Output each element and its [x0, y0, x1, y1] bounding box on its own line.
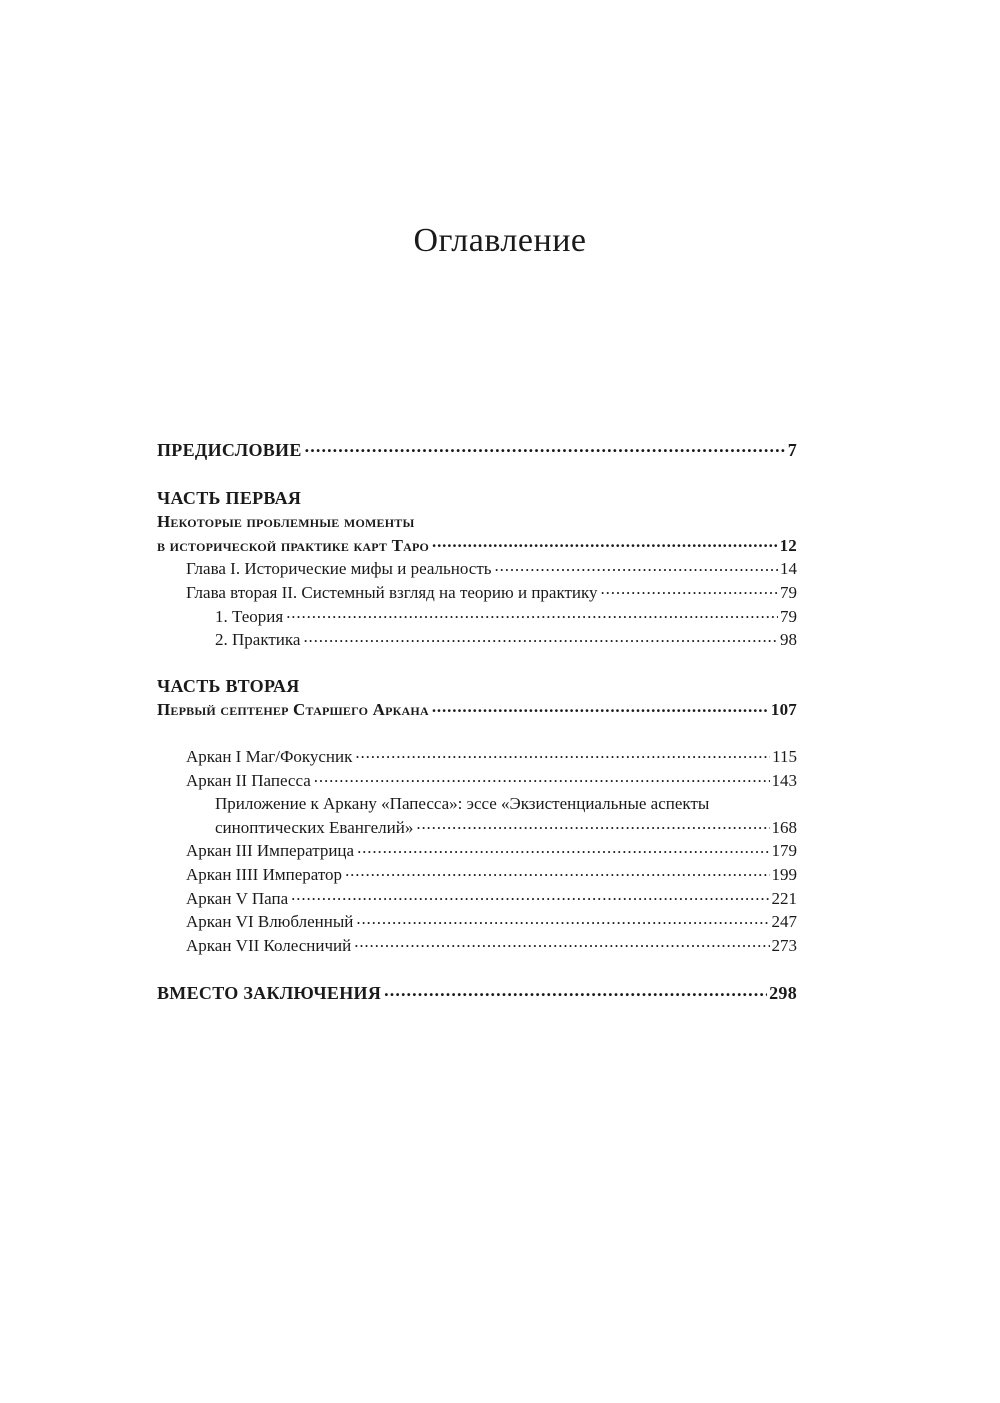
toc-page-number: 168: [771, 817, 797, 837]
toc-page-number: 14: [780, 559, 797, 579]
toc-page-number: 221: [771, 888, 797, 908]
dot-leader: [291, 887, 769, 904]
toc-entry-appendix[interactable]: [157, 816, 797, 840]
dot-leader: [314, 769, 770, 786]
toc-page-number: 115: [772, 746, 797, 766]
toc-entry-part-two[interactable]: [157, 698, 797, 722]
dot-leader: [495, 557, 778, 574]
toc-entry-label: Аркан II Папесса: [186, 770, 311, 790]
dot-leader: [432, 534, 778, 551]
toc-page-number: 199: [771, 864, 797, 884]
toc-entry-chapter[interactable]: [157, 581, 797, 605]
toc-page-number: 247: [771, 912, 797, 932]
toc-entry-arcanum[interactable]: [157, 769, 797, 793]
toc-entry-arcanum[interactable]: [157, 839, 797, 863]
toc-entry-label: Аркан III Императрица: [186, 841, 355, 861]
toc-page-number: 273: [771, 935, 797, 955]
toc-page-number: 79: [780, 606, 797, 626]
toc-entry-label: Аркан IIII Император: [186, 864, 343, 884]
part-one-subtitle-line1: Некоторые проблемные моменты: [157, 512, 415, 532]
toc-entry-part-one[interactable]: [157, 534, 797, 558]
toc-entry-arcanum[interactable]: [157, 910, 797, 934]
dot-leader: [303, 628, 778, 645]
toc-entry-label: ПРЕДИСЛОВИЕ: [157, 440, 302, 460]
dot-leader: [432, 698, 769, 715]
toc-page-number: 12: [779, 535, 797, 555]
dot-leader: [416, 816, 769, 833]
dot-leader: [354, 934, 769, 951]
toc-entry-arcanum[interactable]: [157, 745, 797, 769]
toc-entry-label: Аркан V Папа: [186, 888, 289, 908]
dot-leader: [601, 581, 778, 598]
table-of-contents: [157, 438, 797, 1006]
toc-entry-label: Глава вторая II. Системный взгляд на теорию и практику: [186, 582, 598, 602]
toc-entry-label: 2. Практика: [215, 630, 301, 650]
part-one-heading: ЧАСТЬ ПЕРВАЯ: [157, 487, 302, 508]
toc-entry-label: Аркан VI Влюбленный: [186, 912, 354, 932]
toc-page-number: 143: [771, 770, 797, 790]
toc-page-number: 7: [787, 440, 797, 460]
toc-entry-section[interactable]: [157, 628, 797, 652]
dot-leader: [355, 745, 770, 762]
toc-entry-label: в исторической практике карт Таро: [157, 535, 429, 555]
toc-page-number: 79: [780, 582, 797, 602]
toc-entry-label: Глава I. Исторические мифы и реальность: [186, 559, 492, 579]
toc-page-number: 107: [770, 700, 797, 720]
toc-entry-arcanum[interactable]: [157, 863, 797, 887]
toc-entry-section[interactable]: [157, 605, 797, 629]
toc-entry-label: 1. Теория: [215, 606, 284, 626]
toc-entry-arcanum[interactable]: [157, 887, 797, 911]
toc-entry-chapter[interactable]: [157, 557, 797, 581]
toc-entry-label: Первый септенер Старшего Аркана: [157, 700, 429, 720]
toc-page-number: 98: [780, 630, 797, 650]
toc-entry-conclusion[interactable]: [157, 981, 797, 1006]
dot-leader: [357, 839, 769, 856]
dot-leader: [356, 910, 769, 927]
dot-leader: [384, 981, 767, 999]
dot-leader: [305, 438, 786, 456]
dot-leader: [345, 863, 769, 880]
toc-entry-label: Аркан VII Колесничий: [186, 935, 352, 955]
page-title: Оглавление: [413, 222, 587, 259]
toc-entry-arcanum[interactable]: [157, 934, 797, 958]
dot-leader: [286, 605, 778, 622]
toc-entry-label: Аркан I Маг/Фокусник: [186, 746, 353, 766]
toc-page-number: 179: [771, 841, 797, 861]
toc-entry-appendix-line1: Приложение к Аркану «Папесса»: эссе «Экзистенциальные аспекты: [215, 794, 710, 814]
toc-entry-label: ВМЕСТО ЗАКЛЮЧЕНИЯ: [157, 983, 382, 1004]
toc-entry-preface[interactable]: [157, 438, 797, 463]
part-two-heading: ЧАСТЬ ВТОРАЯ: [157, 675, 300, 696]
toc-page-number: 298: [769, 983, 797, 1004]
toc-entry-label: синоптических Евангелий»: [215, 817, 414, 837]
